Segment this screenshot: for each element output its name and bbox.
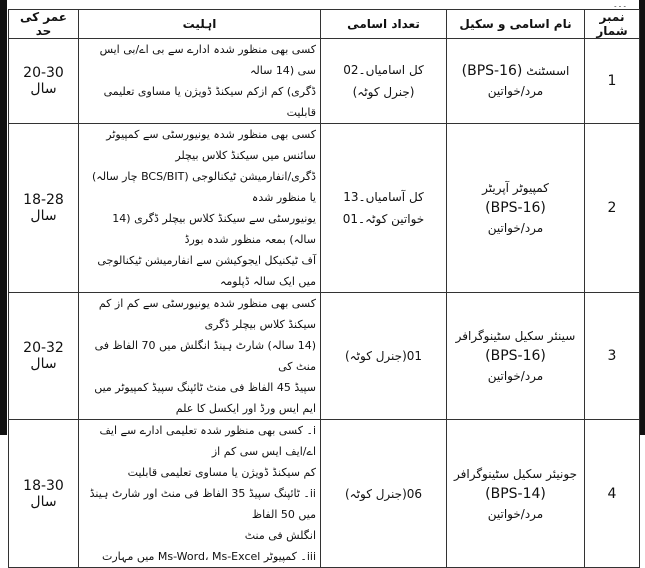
qualification-line: کسی بھی منظور شدہ ادارے سے بی اے/بی ایس سی (14 سالہ <box>99 43 316 77</box>
qualification-line: (14 سالہ) شارٹ ہینڈ انگلش میں 70 الفاظ فی منٹ کی <box>94 339 316 373</box>
qualification-line: ڈگری/انفارمیشن ٹیکنالوجی (BCS/BIT چار سالہ) یا منظور شدہ <box>91 170 316 204</box>
vacancies-quota: خواتین کوٹہ۔01 <box>342 212 425 226</box>
vacancies-total: کل اسامیاں۔02 <box>343 63 424 77</box>
header-vacancies: تعداد اسامی <box>321 10 447 39</box>
age-limit-cell: 18-30 سال <box>9 420 79 568</box>
qualification-line: کم سیکنڈ ڈویژن یا مساوی تعلیمی قابلیت <box>127 466 316 479</box>
post-title: اسسٹنٹ (BPS-16) <box>461 63 570 79</box>
post-cell <box>447 293 585 420</box>
qualification-line: ڈگری) کم ازکم سیکنڈ ڈویژن یا مساوی تعلیمی قابلیت <box>103 85 316 119</box>
age-limit-cell: 20-30 سال <box>9 39 79 124</box>
post-cell <box>447 124 585 293</box>
pay-scale: (BPS-14) <box>485 485 546 502</box>
vacancies-total: 01(جنرل کوٹہ) <box>344 349 423 363</box>
qualification-line: کسی بھی منظور شدہ یونیورسٹی سے کم از کم سیکنڈ کلاس بیچلر ڈگری <box>98 297 316 331</box>
header-post-and-scale: نام اسامی و سکیل <box>447 10 585 39</box>
vacancies-cell <box>321 39 447 124</box>
header-qualification: اہلیت <box>79 10 321 39</box>
page-mark: ۔۔۔ <box>612 0 627 9</box>
qualification-cell <box>79 293 321 420</box>
qualification-line: آف ٹیکنیکل ایجوکیشن سے انفارمیشن ٹیکنالوجی میں ایک سالہ ڈپلومہ <box>97 254 316 288</box>
qualification-line: سپیڈ 45 الفاظ فی منٹ ٹائپنگ سپیڈ کمپیوٹر میں ایم ایس ورڈ اور ایکسل کا علم <box>94 381 316 415</box>
vacancies-cell <box>321 293 447 420</box>
serial-cell: 3 <box>585 293 640 420</box>
qualification-line: i۔ کسی بھی منظور شدہ تعلیمی ادارے سے ایف اے/ایف ایس سی کم از <box>99 424 316 458</box>
header-age-limit: عمر کی حد <box>9 10 79 39</box>
post-title: سینئر سکیل سٹینوگرافر <box>455 329 576 343</box>
vacancies-total: کل آسامیاں۔13 <box>343 190 424 204</box>
left-border-edge <box>0 0 7 435</box>
vacancies-cell <box>321 420 447 568</box>
post-cell <box>447 39 585 124</box>
header-serial: نمبر شمار <box>585 10 640 39</box>
qualification-line: iii۔ کمپیوٹر Ms-Word، Ms-Excel میں مہارت <box>101 550 316 563</box>
qualification-line: ii۔ ٹائپنگ سپیڈ 35 الفاظ فی منٹ اور شارٹ ہینڈ میں 50 الفاظ <box>89 487 316 521</box>
vacancies-quota: (جنرل کوٹہ) <box>352 85 415 99</box>
qualification-line: انگلش فی منٹ <box>244 529 316 542</box>
jobs-table <box>8 9 640 568</box>
serial-cell: 2 <box>585 124 640 293</box>
age-limit-cell: 18-28 سال <box>9 124 79 293</box>
post-title: جونیئر سکیل سٹینوگرافر <box>454 466 577 481</box>
gender-eligibility: مرد/خواتین <box>487 369 544 383</box>
qualification-cell <box>79 124 321 293</box>
serial-cell: 1 <box>585 39 640 124</box>
age-limit-cell: 20-32 سال <box>9 293 79 420</box>
table-row <box>9 420 640 568</box>
post-title: کمپیوٹر آپریٹر <box>482 181 549 195</box>
table-row <box>9 124 640 293</box>
vacancies-total: 06(جنرل کوٹہ) <box>344 486 423 501</box>
qualification-cell <box>79 420 321 568</box>
gender-eligibility: مرد/خواتین <box>487 84 544 98</box>
qualification-cell <box>79 39 321 124</box>
pay-scale: (BPS-16) <box>485 348 546 364</box>
pay-scale: (BPS-16) <box>461 63 523 79</box>
pay-scale: (BPS-16) <box>485 200 546 216</box>
table-row <box>9 293 640 420</box>
gender-eligibility: مرد/خواتین <box>487 506 544 521</box>
serial-cell: 4 <box>585 420 640 568</box>
table-row <box>9 39 640 124</box>
post-cell <box>447 420 585 568</box>
header-row <box>9 10 640 39</box>
qualification-line: یونیورسٹی سے سیکنڈ کلاس بیچلر ڈگری (14 سالہ) بمعہ منظور شدہ بورڈ <box>112 212 316 246</box>
vacancies-cell <box>321 124 447 293</box>
qualification-line: کسی بھی منظور شدہ یونیورسٹی سے کمپیوٹر سائنس میں سیکنڈ کلاس بیچلر <box>106 128 316 162</box>
gender-eligibility: مرد/خواتین <box>487 221 544 235</box>
